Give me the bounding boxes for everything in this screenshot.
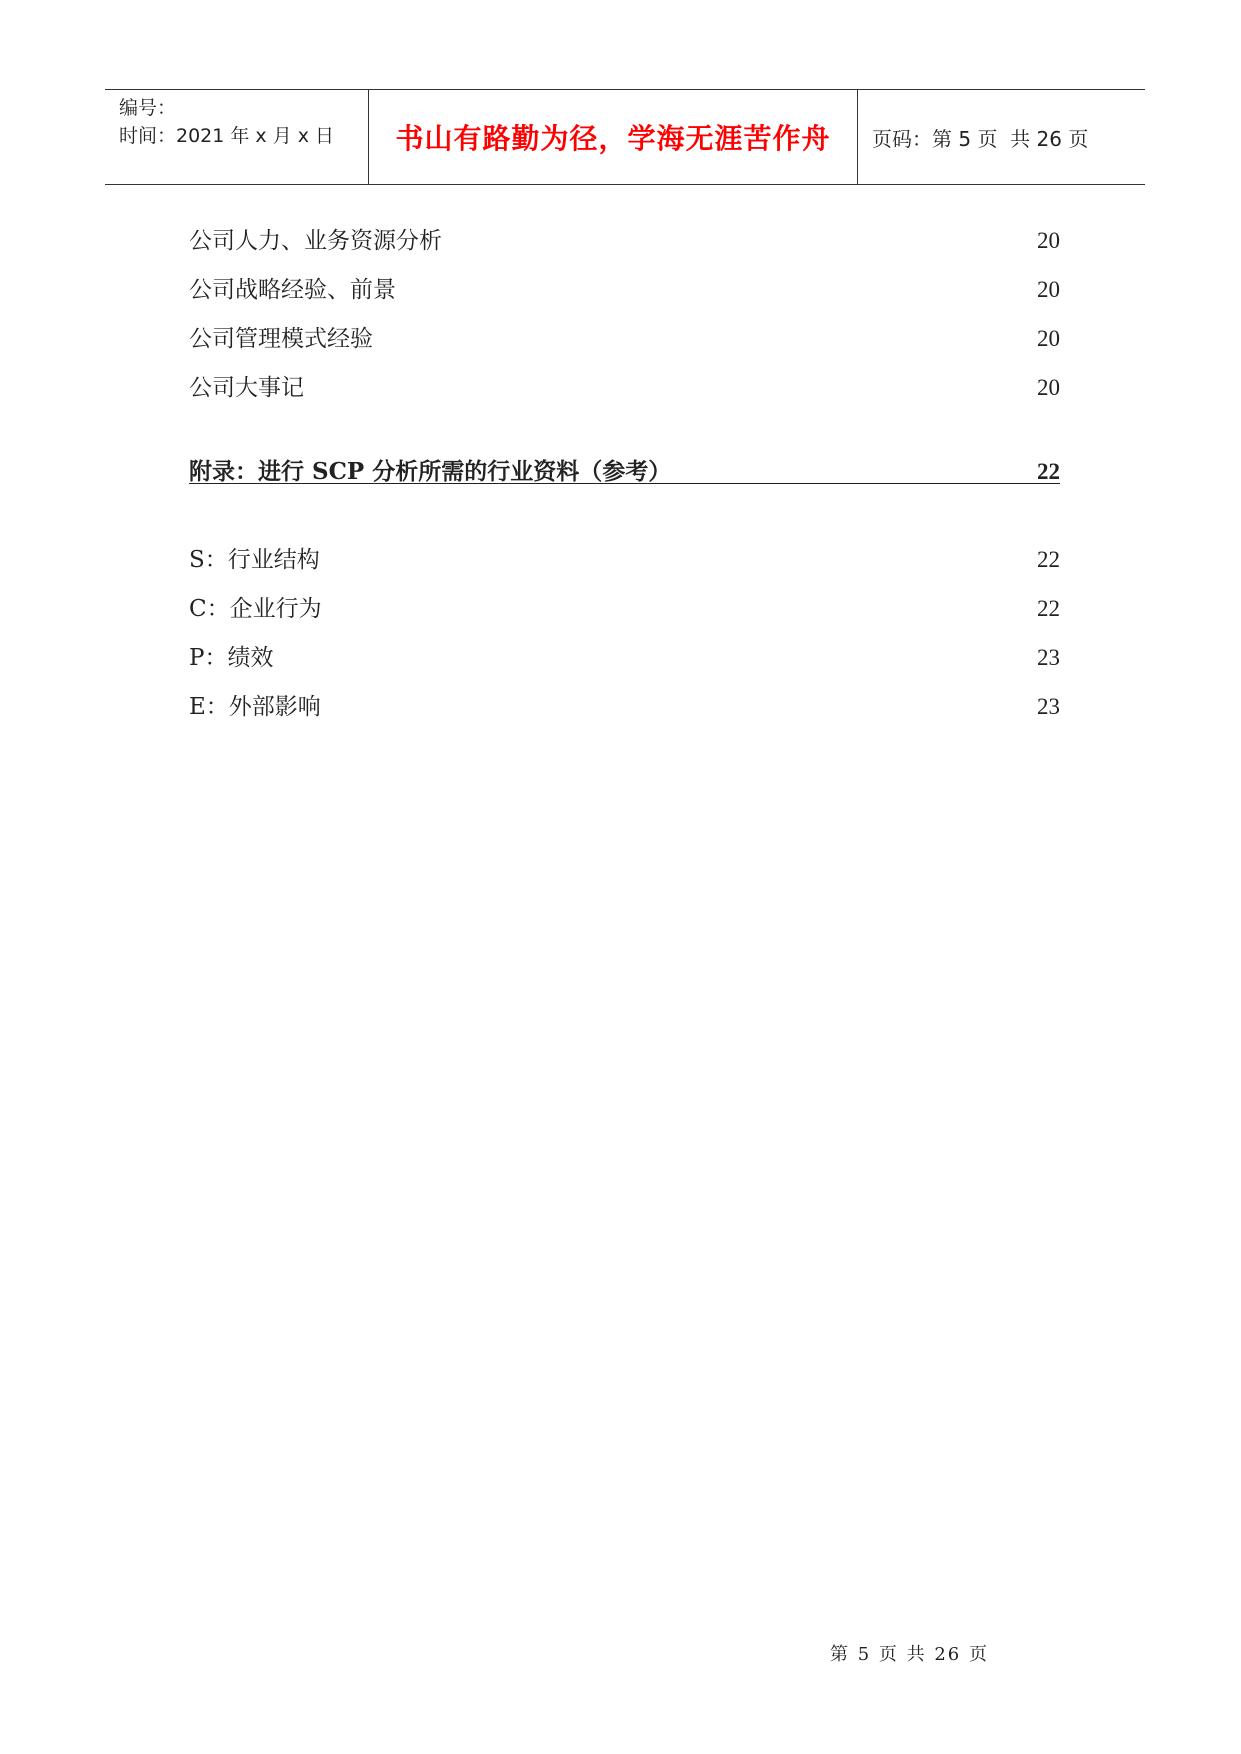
toc-entry-title: 公司大事记 <box>189 375 304 401</box>
header-time-label: 时间：2021 年 x 月 x 日 <box>119 125 335 147</box>
toc-major-entry[interactable] <box>189 453 1060 484</box>
toc-entry-page: 23 <box>1037 694 1060 719</box>
toc-entry-page: 20 <box>1037 228 1060 253</box>
toc-entry-page: 20 <box>1037 375 1060 400</box>
page-footer: 第 5 页 共 26 页 <box>830 1644 989 1665</box>
toc-entry-title: S：行业结构 <box>189 547 320 573</box>
toc-entry-title: 公司战略经验、前景 <box>189 277 396 303</box>
toc-entry-title: 公司人力、业务资源分析 <box>189 228 442 254</box>
toc-entry-title: 附录：进行 SCP 分析所需的行业资料（参考） <box>189 458 672 485</box>
toc-entry[interactable] <box>189 222 1060 252</box>
toc-entry-page: 22 <box>1037 596 1060 621</box>
page-header <box>105 89 1145 185</box>
toc-entry[interactable] <box>189 688 1060 718</box>
header-number-label: 编号： <box>119 97 177 119</box>
toc-entry-page: 20 <box>1037 326 1060 351</box>
toc-entry-title: 公司管理模式经验 <box>189 326 373 352</box>
toc-entry[interactable] <box>189 320 1060 350</box>
toc-entry[interactable] <box>189 590 1060 620</box>
toc-entry-page: 22 <box>1037 547 1060 572</box>
toc-entry-title: P：绩效 <box>189 645 274 671</box>
toc-entry[interactable] <box>189 639 1060 669</box>
toc-entry-page: 20 <box>1037 277 1060 302</box>
toc-entry-title: E：外部影响 <box>189 694 321 720</box>
toc-entry-page: 22 <box>1037 459 1060 484</box>
header-motto: 书山有路勤为径，学海无涯苦作舟 <box>369 90 858 184</box>
toc-entry[interactable] <box>189 369 1060 399</box>
toc-entry-title: C：企业行为 <box>189 596 322 622</box>
header-page-info: 页码：第 5 页 共 26 页 <box>872 126 1089 151</box>
header-meta <box>105 90 369 184</box>
toc-entry-page: 23 <box>1037 645 1060 670</box>
toc-entry[interactable] <box>189 541 1060 571</box>
toc-entry[interactable] <box>189 271 1060 301</box>
